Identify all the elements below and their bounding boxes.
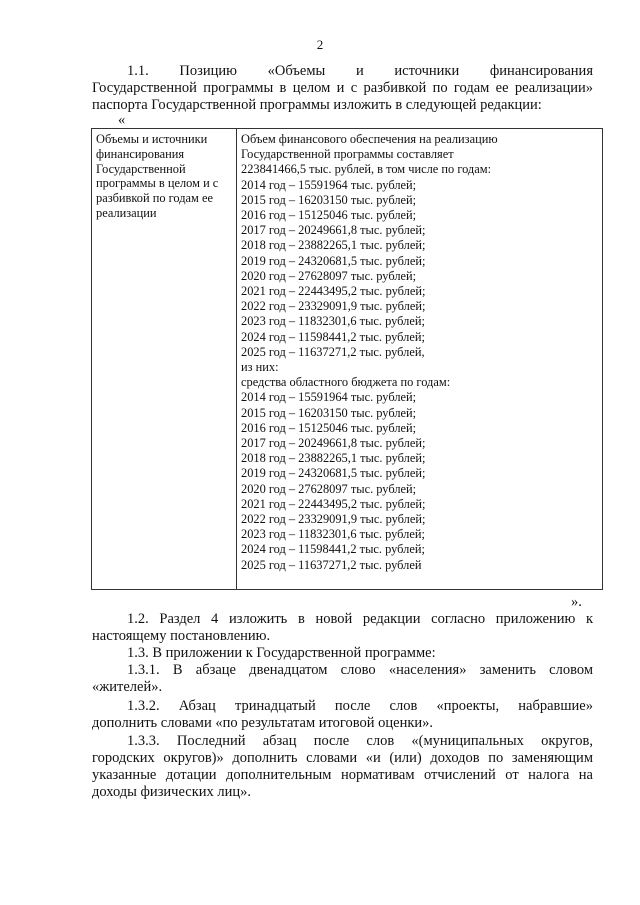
paragraph-1-3-1-line-2: «жителей». [92, 679, 163, 695]
closing-quote: ». [571, 594, 582, 610]
table-cell-line: 2021 год – 22443495,2 тыс. рублей; [241, 496, 426, 511]
table-row [92, 129, 603, 590]
table-cell-line: реализации [96, 205, 157, 220]
table-cell-line: 2024 год – 11598441,2 тыс. рублей; [241, 542, 425, 557]
table-cell-line: 2017 год – 20249661,8 тыс. рублей; [241, 223, 426, 238]
paragraph-1-3-3-line-4: доходы физических лиц». [92, 784, 252, 800]
paragraph-1-1-line-1: 1.1. Позицию «Объемы и источники финансирования [127, 63, 593, 79]
table-cell-line: 2020 год – 27628097 тыс. рублей; [241, 268, 417, 283]
table-cell-line: Государственной программы составляет [241, 147, 454, 162]
passport-table [91, 128, 603, 590]
paragraph-1-3-3-line-2: городских округов)» дополнить словами «и (или) доходов по заменяющим [92, 750, 593, 766]
paragraph-1-1-line-2: Государственной программы в целом и с разбивкой по годам ее реализации» [92, 80, 593, 96]
paragraph-1-3-3-line-1: 1.3.3. Последний абзац после слов «(муниципальных округов, [127, 733, 593, 749]
opening-quote: « [118, 112, 126, 128]
table-cell-value [237, 129, 603, 590]
table-cell-line: 2022 год – 23329091,9 тыс. рублей; [241, 512, 426, 527]
table-cell-line: 2021 год – 22443495,2 тыс. рублей; [241, 284, 426, 299]
table-cell-line: Государственной [96, 161, 186, 176]
paragraph-1-3-2 [92, 698, 593, 732]
table-cell-line: 2016 год – 15125046 тыс. рублей; [241, 420, 417, 435]
table-cell-line: 2018 год – 23882265,1 тыс. рублей; [241, 238, 426, 253]
table-cell-line: 2025 год – 11637271,2 тыс. рублей, [241, 344, 425, 359]
table-cell-line: 2024 год – 11598441,2 тыс. рублей; [241, 329, 425, 344]
table-cell-line: 2019 год – 24320681,5 тыс. рублей; [241, 466, 426, 481]
table-cell-line: 2015 год – 16203150 тыс. рублей; [241, 192, 417, 207]
table-cell-line: 223841466,5 тыс. рублей, в том числе по годам: [241, 162, 492, 177]
table-cell-line: Объемы и источники [96, 132, 208, 146]
page-number: 2 [316, 37, 324, 52]
paragraph-1-3-1-line-1: 1.3.1. В абзаце двенадцатом слово «населения» заменить словом [127, 662, 593, 678]
paragraph-1-3-3-line-3: указанные дотации дополнительным нормативам отчислений от налога на [92, 767, 593, 783]
paragraph-1-3-2-line-1: 1.3.2. Абзац тринадцатый после слов «проекты, набравшие» [127, 698, 593, 714]
table-cell-line: 2018 год – 23882265,1 тыс. рублей; [241, 451, 426, 466]
table-cell-line: средства областного бюджета по годам: [241, 375, 451, 390]
table-cell-line: 2022 год – 23329091,9 тыс. рублей; [241, 299, 426, 314]
table-cell-line: 2025 год – 11637271,2 тыс. рублей [241, 557, 422, 572]
table-cell-label [92, 129, 237, 590]
paragraph-1-1 [92, 63, 593, 114]
paragraph-1-3-1 [92, 662, 593, 696]
paragraph-1-3-2-line-2: дополнить словами «по результатам итоговой оценки». [92, 715, 434, 731]
paragraph-1-3-3 [92, 733, 593, 801]
table-cell-line: финансирования [96, 146, 185, 161]
table-cell-line: 2014 год – 15591964 тыс. рублей; [241, 177, 417, 192]
paragraph-1-3-line-1: 1.3. В приложении к Государственной программе: [127, 645, 436, 661]
table-cell-line: 2023 год – 11832301,6 тыс. рублей; [241, 314, 425, 329]
paragraph-1-2 [92, 611, 593, 645]
paragraph-1-3 [92, 645, 593, 662]
paragraph-1-1-line-3: паспорта Государственной программы изложить в следующей редакции: [92, 97, 542, 113]
table-cell-line: 2016 год – 15125046 тыс. рублей; [241, 208, 417, 223]
table-cell-line: 2017 год – 20249661,8 тыс. рублей; [241, 436, 426, 451]
table-cell-line: 2019 год – 24320681,5 тыс. рублей; [241, 253, 426, 268]
table-cell-line: Объем финансового обеспечения на реализацию [241, 132, 498, 146]
table-cell-line: из них: [241, 360, 279, 375]
table-cell-line: программы в целом и с [96, 176, 219, 191]
table-cell-line: 2020 год – 27628097 тыс. рублей; [241, 481, 417, 496]
paragraph-1-2-line-2: настоящему постановлению. [92, 628, 271, 644]
paragraph-1-2-line-1: 1.2. Раздел 4 изложить в новой редакции согласно приложению к [127, 611, 593, 627]
table-cell-line: разбивкой по годам ее [96, 191, 213, 206]
table-cell-line: 2015 год – 16203150 тыс. рублей; [241, 405, 417, 420]
table-cell-line: 2014 год – 15591964 тыс. рублей; [241, 390, 417, 405]
table-cell-line: 2023 год – 11832301,6 тыс. рублей; [241, 527, 425, 542]
